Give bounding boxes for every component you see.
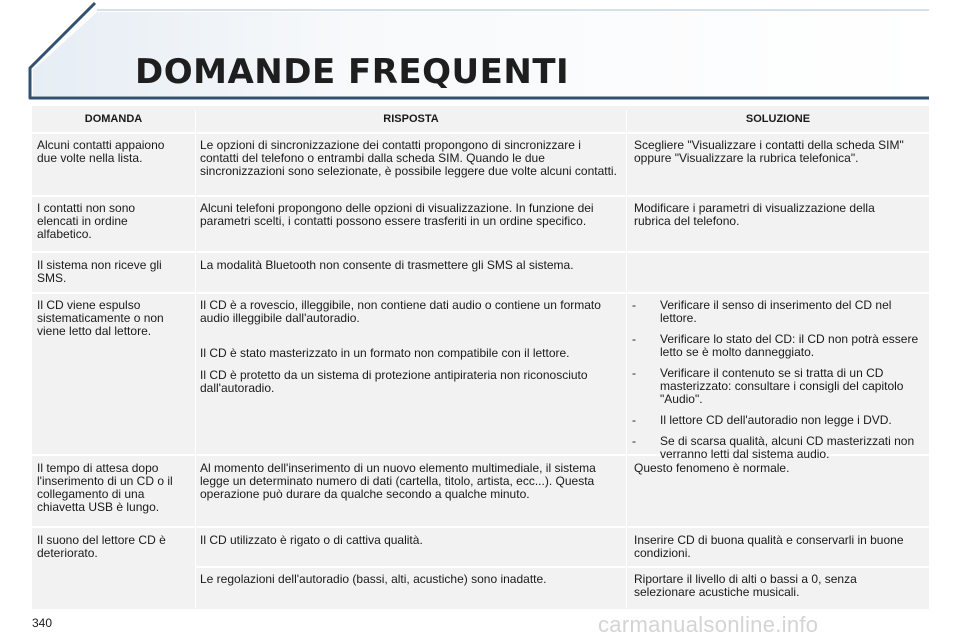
column-header-answer: RISPOSTA xyxy=(383,113,439,125)
solution-list-item: - Verificare lo stato del CD: il CD non potrà essere letto se è molto danneggiato. xyxy=(632,332,919,359)
solution-list-item: - Verificare il contenuto se si tratta di un CD masterizzato: consultare i consigli del capitolo "Audio". xyxy=(632,366,904,406)
column-divider xyxy=(195,110,196,608)
row-divider xyxy=(32,195,929,197)
solution-list-item: - Se di scarsa qualità, alcuni CD masterizzati non verranno letti dal sistema audio. xyxy=(632,434,915,461)
question-cell: Il tempo di attesa dopo l'inserimento di un CD o il collegamento di una chiavetta USB è lungo. xyxy=(37,461,173,514)
question-cell: Il sistema non riceve gli SMS. xyxy=(37,258,162,285)
row-divider xyxy=(32,526,929,528)
dash-bullet: - xyxy=(632,298,636,312)
solution-cell: Modificare i parametri di visualizzazione della rubrica del telefono. xyxy=(634,201,875,228)
column-header-solution: SOLUZIONE xyxy=(745,113,811,125)
watermark: carmanualsonline.info xyxy=(598,612,819,637)
dash-bullet: - xyxy=(632,332,636,346)
answer-cell: Al momento dell'inserimento di un nuovo elemento multimediale, il sistema legge un determinato numero di dati (cartella, titolo, artista, ecc...). Questa operazione può durare da qualche secondo a qualche minuto. xyxy=(200,461,596,501)
faq-table xyxy=(32,106,929,609)
solution-list-item: - Verificare il senso di inserimento del CD nel lettore. xyxy=(632,298,892,325)
column-divider xyxy=(626,110,627,608)
question-cell: Alcuni contatti appaiono due volte nella lista. xyxy=(37,138,165,165)
answer-cell xyxy=(200,299,620,395)
solution-list xyxy=(632,299,924,461)
answer-cell: Le regolazioni dell'autoradio (bassi, alti, acustiche) sono inadatte. xyxy=(200,572,547,586)
solution-cell: Questo fenomeno è normale. xyxy=(634,461,790,475)
page-number: 340 xyxy=(32,616,53,630)
question-cell: Il CD viene espulso sistematicamente o non viene letto dal lettore. xyxy=(37,298,164,338)
answer-paragraph: Il CD è a rovescio, illeggibile, non contiene dati audio o contiene un formato audio illeggibile dall'autoradio. xyxy=(200,298,601,325)
row-divider xyxy=(32,251,929,253)
dash-bullet: - xyxy=(632,366,636,380)
solution-cell: Inserire CD di buona qualità e conservarli in buone condizioni. xyxy=(634,533,904,560)
answer-paragraph: Il CD è stato masterizzato in un formato non compatibile con il lettore. xyxy=(200,346,570,360)
dash-bullet: - xyxy=(632,413,636,427)
row-divider xyxy=(32,132,929,134)
answer-cell: Il CD utilizzato è rigato o di cattiva qualità. xyxy=(200,533,423,547)
solution-list-item: - Il lettore CD dell'autoradio non legge i DVD. xyxy=(632,413,892,427)
answer-cell: Le opzioni di sincronizzazione dei contatti propongono di sincronizzare i contatti del telefono o entrambi dalla scheda SIM. Quando le due sincronizzazioni sono selezionate, è possibile leggere due volte alcuni contatti. xyxy=(200,138,617,178)
solution-cell xyxy=(632,299,924,469)
question-cell: I contatti non sono elencati in ordine alfabetico. xyxy=(37,201,136,241)
row-divider xyxy=(32,292,929,294)
solution-cell: Riportare il livello di alti o bassi a 0, senza selezionare acustiche musicali. xyxy=(634,572,857,599)
page-title: DOMANDE FREQUENTI xyxy=(135,52,570,92)
answer-cell: Alcuni telefoni propongono delle opzioni di visualizzazione. In funzione dei parametri scelti, i contatti possono essere trasferiti in un ordine specifico. xyxy=(200,201,594,228)
solution-cell: Scegliere "Visualizzare i contatti della scheda SIM" oppure "Visualizzare la rubrica telefonica". xyxy=(634,138,904,165)
column-header-question: DOMANDA xyxy=(84,113,143,125)
question-cell: Il suono del lettore CD è deteriorato. xyxy=(37,533,166,560)
answer-paragraph: Il CD è protetto da un sistema di protezione antipirateria non riconosciuto dall'autoradio. xyxy=(200,368,588,395)
dash-bullet: - xyxy=(632,434,636,448)
row-divider xyxy=(196,566,929,568)
answer-cell: La modalità Bluetooth non consente di trasmettere gli SMS al sistema. xyxy=(200,258,574,272)
